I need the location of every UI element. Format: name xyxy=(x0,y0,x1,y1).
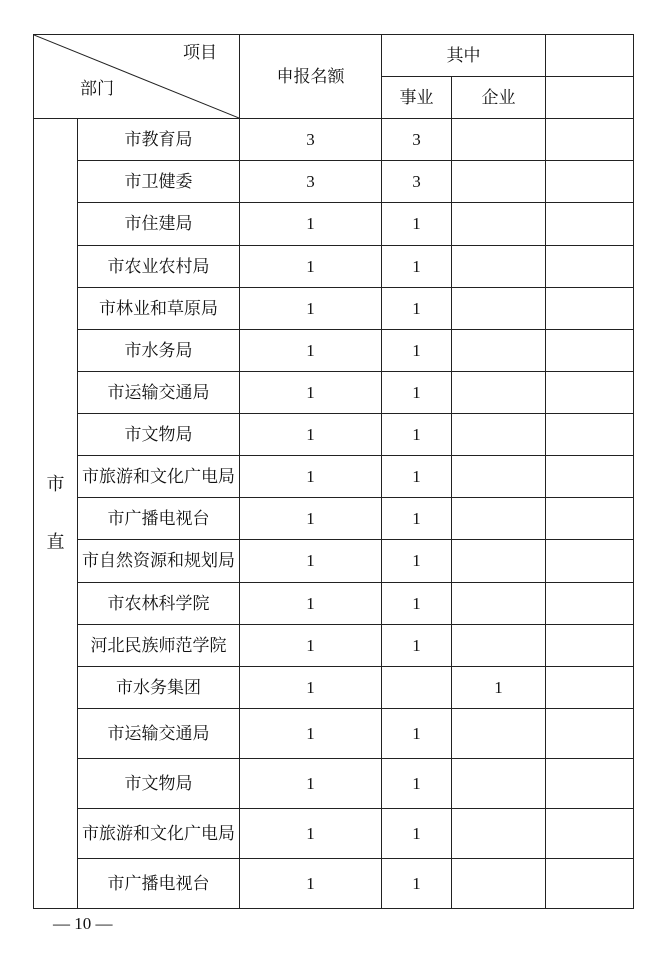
enterprise-cell xyxy=(452,161,546,203)
public-cell: 1 xyxy=(382,540,452,583)
dept-cell: 市运输交通局 xyxy=(78,372,240,414)
table-row xyxy=(34,456,634,498)
table-row xyxy=(34,859,634,909)
quota-cell: 1 xyxy=(240,667,382,709)
blank-cell xyxy=(546,330,634,372)
table-row xyxy=(34,161,634,203)
project-label: 项目 xyxy=(183,43,217,63)
enterprise-cell xyxy=(452,759,546,809)
table-row xyxy=(34,625,634,667)
public-cell: 3 xyxy=(382,161,452,203)
dept-cell: 河北民族师范学院 xyxy=(78,625,240,667)
table-row xyxy=(34,288,634,330)
public-cell: 1 xyxy=(382,414,452,456)
public-header: 事业 xyxy=(382,77,452,119)
enterprise-cell xyxy=(452,709,546,759)
public-cell: 1 xyxy=(382,859,452,909)
public-cell: 1 xyxy=(382,759,452,809)
dept-cell: 市广播电视台 xyxy=(78,859,240,909)
public-cell: 1 xyxy=(382,372,452,414)
dept-cell: 市运输交通局 xyxy=(78,709,240,759)
public-cell: 1 xyxy=(382,625,452,667)
table-row xyxy=(34,540,634,583)
enterprise-cell xyxy=(452,246,546,288)
quota-cell: 1 xyxy=(240,709,382,759)
public-cell: 1 xyxy=(382,709,452,759)
public-cell: 1 xyxy=(382,288,452,330)
quota-cell: 1 xyxy=(240,625,382,667)
public-cell xyxy=(382,667,452,709)
side-group-char: 市 xyxy=(46,473,65,495)
blank-cell xyxy=(546,203,634,246)
enterprise-cell xyxy=(452,498,546,540)
blank-cell xyxy=(546,625,634,667)
side-group-cell xyxy=(34,119,78,909)
dept-cell: 市教育局 xyxy=(78,119,240,161)
enterprise-cell xyxy=(452,540,546,583)
quota-cell: 3 xyxy=(240,119,382,161)
blank-cell xyxy=(546,759,634,809)
blank-cell xyxy=(546,667,634,709)
public-cell: 1 xyxy=(382,809,452,859)
dept-cell: 市卫健委 xyxy=(78,161,240,203)
enterprise-cell xyxy=(452,456,546,498)
page-number: — 10 — xyxy=(53,914,113,933)
enterprise-cell xyxy=(452,288,546,330)
quota-header: 申报名额 xyxy=(240,35,382,119)
dept-cell: 市农林科学院 xyxy=(78,583,240,625)
dept-cell: 市住建局 xyxy=(78,203,240,246)
quota-cell: 1 xyxy=(240,414,382,456)
quota-cell: 1 xyxy=(240,456,382,498)
enterprise-cell xyxy=(452,330,546,372)
blank-cell xyxy=(546,288,634,330)
blank-cell xyxy=(546,414,634,456)
dept-cell: 市自然资源和规划局 xyxy=(78,540,240,583)
blank-cell xyxy=(546,809,634,859)
quota-cell: 1 xyxy=(240,759,382,809)
table-row xyxy=(34,709,634,759)
quota-cell: 1 xyxy=(240,498,382,540)
blank-cell xyxy=(546,583,634,625)
enterprise-cell xyxy=(452,625,546,667)
quota-cell: 3 xyxy=(240,161,382,203)
table-row xyxy=(34,583,634,625)
table-row xyxy=(34,246,634,288)
enterprise-cell xyxy=(452,583,546,625)
dept-label: 部门 xyxy=(80,79,114,99)
blank-cell xyxy=(546,498,634,540)
blank-cell xyxy=(546,161,634,203)
public-cell: 3 xyxy=(382,119,452,161)
table-row xyxy=(34,330,634,372)
dept-cell: 市林业和草原局 xyxy=(78,288,240,330)
blank-cell xyxy=(546,372,634,414)
blank-cell xyxy=(546,540,634,583)
diagonal-header-cell xyxy=(34,35,240,119)
quota-cell: 1 xyxy=(240,330,382,372)
dept-cell: 市旅游和文化广电局 xyxy=(78,809,240,859)
public-cell: 1 xyxy=(382,456,452,498)
dept-cell: 市水务局 xyxy=(78,330,240,372)
side-group-char: 直 xyxy=(46,531,65,553)
blank-header-cell xyxy=(546,77,634,119)
table-row xyxy=(34,414,634,456)
enterprise-cell xyxy=(452,119,546,161)
table-row xyxy=(34,203,634,246)
blank-cell xyxy=(546,709,634,759)
quota-cell: 1 xyxy=(240,859,382,909)
blank-cell xyxy=(546,246,634,288)
dept-cell: 市文物局 xyxy=(78,414,240,456)
enterprise-header: 企业 xyxy=(452,77,546,119)
quota-cell: 1 xyxy=(240,540,382,583)
among-header: 其中 xyxy=(382,35,546,77)
public-cell: 1 xyxy=(382,498,452,540)
dept-cell: 市文物局 xyxy=(78,759,240,809)
public-cell: 1 xyxy=(382,330,452,372)
quota-cell: 1 xyxy=(240,288,382,330)
table-row xyxy=(34,809,634,859)
public-cell: 1 xyxy=(382,246,452,288)
blank-cell xyxy=(546,119,634,161)
blank-cell xyxy=(546,859,634,909)
quota-cell: 1 xyxy=(240,809,382,859)
enterprise-cell xyxy=(452,859,546,909)
quota-cell: 1 xyxy=(240,203,382,246)
table-row xyxy=(34,372,634,414)
table-row xyxy=(34,119,634,161)
public-cell: 1 xyxy=(382,583,452,625)
table-row xyxy=(34,759,634,809)
dept-cell: 市水务集团 xyxy=(78,667,240,709)
table-row xyxy=(34,498,634,540)
public-cell: 1 xyxy=(382,203,452,246)
enterprise-cell xyxy=(452,809,546,859)
blank-header-cell xyxy=(546,35,634,77)
quota-cell: 1 xyxy=(240,372,382,414)
enterprise-cell xyxy=(452,372,546,414)
blank-cell xyxy=(546,456,634,498)
enterprise-cell xyxy=(452,203,546,246)
dept-cell: 市广播电视台 xyxy=(78,498,240,540)
enterprise-cell: 1 xyxy=(452,667,546,709)
quota-cell: 1 xyxy=(240,246,382,288)
quota-cell: 1 xyxy=(240,583,382,625)
table-row xyxy=(34,667,634,709)
dept-cell: 市农业农村局 xyxy=(78,246,240,288)
enterprise-cell xyxy=(452,414,546,456)
quota-table xyxy=(33,34,634,909)
dept-cell: 市旅游和文化广电局 xyxy=(78,456,240,498)
